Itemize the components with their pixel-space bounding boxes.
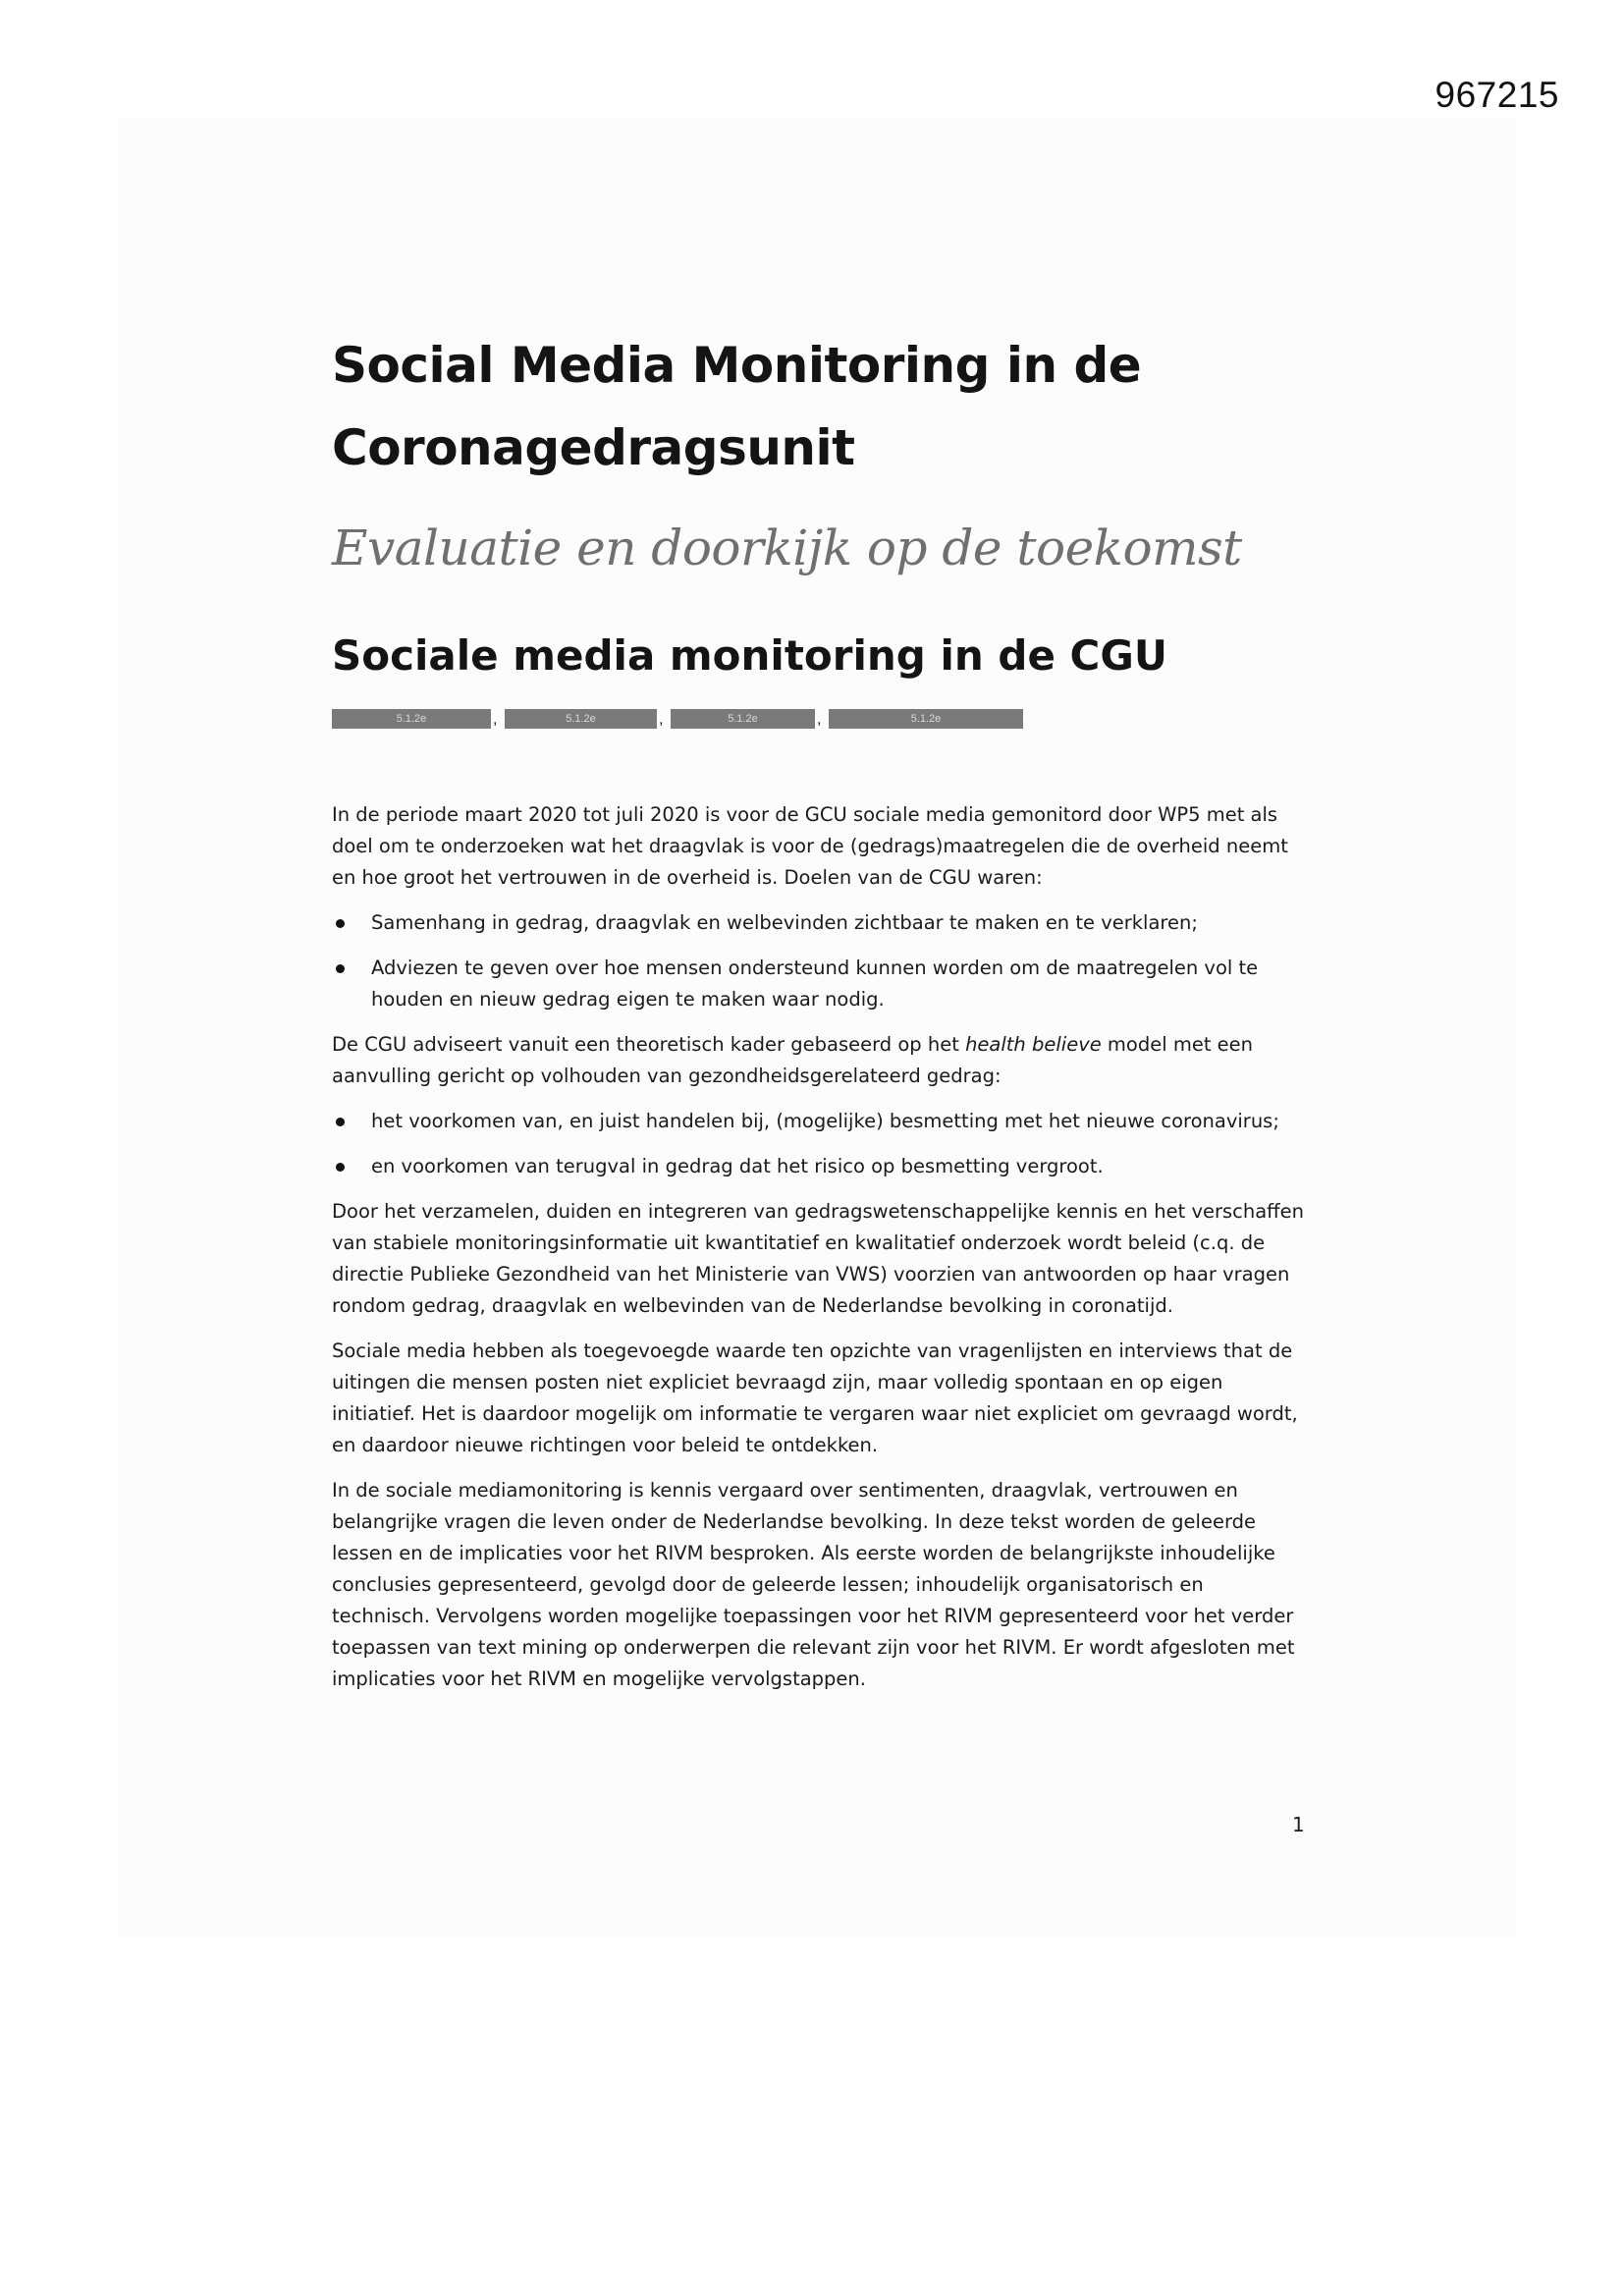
main-title <box>332 324 1304 489</box>
bullet-icon <box>336 1163 345 1172</box>
redaction-block: 5.1.2e <box>505 709 657 729</box>
bullet-icon <box>336 964 345 973</box>
list-item-text: Adviezen te geven over hoe mensen ondersteund kunnen worden om de maatregelen vol te houden en nieuw gedrag eigen te maken waar nodig. <box>371 957 1259 1011</box>
goals-list <box>332 907 1304 1015</box>
section-title: Sociale media monitoring in de CGU <box>332 631 1167 680</box>
redaction-block: 5.1.2e <box>671 709 815 729</box>
list-item <box>332 953 1304 1015</box>
redaction-separator: , <box>817 711 822 728</box>
list-item <box>332 907 1304 939</box>
bullet-icon <box>336 919 345 928</box>
redaction-block: 5.1.2e <box>332 709 491 729</box>
list-item <box>332 1106 1304 1137</box>
redaction-separator: , <box>493 711 498 728</box>
main-title-line-1: Social Media Monitoring in de <box>332 337 1142 394</box>
paragraph-framework-end: model met een aanvulling gericht op volhouden van gezondheidsgerelateerd gedrag: <box>332 1033 1254 1087</box>
paragraph-social-media-value: Sociale media hebben als toegevoegde waarde ten opzichte van vragenlijsten en interviews that de uitingen die mensen posten niet expliciet bevraagd zijn, maar volledig spontaan en op eigen initiatief. Het is daardoor mogelijk om informatie te vergaren waar niet expliciet om gevraagd wordt, en daardoor nieuwe richtingen voor beleid te ontdekken. <box>332 1339 1298 1456</box>
paragraph-framework-start: De CGU adviseert vanuit een theoretisch kader gebaseerd op het <box>332 1033 966 1056</box>
page-number: 1 <box>1292 1813 1305 1836</box>
list-item-text: en voorkomen van terugval in gedrag dat het risico op besmetting vergroot. <box>371 1155 1104 1177</box>
model-name: health believe <box>965 1033 1102 1056</box>
subtitle: Evaluatie en doorkijk op de toekomst <box>332 519 1242 576</box>
list-item <box>332 1151 1304 1182</box>
main-title-line-2: Coronagedragsunit <box>332 419 855 476</box>
document-id: 967215 <box>1435 75 1559 115</box>
paragraph-overview: In de sociale mediamonitoring is kennis vergaard over sentimenten, draagvlak, vertrouwen en belangrijke vragen die leven onder de Nederlandse bevolking. In deze tekst worden de geleerde lessen en de implicaties voor het RIVM besproken. Als eerste worden de belangrijkste inhoudelijke conclusies gepresenteerd, gevolgd door de geleerde lessen; inhoudelijk organisatorisch en technisch. Vervolgens worden mogelijke toepassingen voor het RIVM gepresenteerd voor het verder toepassen van text mining op onderwerpen die relevant zijn voor het RIVM. Er wordt afgesloten met implicaties voor het RIVM en mogelijke vervolgstappen. <box>332 1479 1295 1690</box>
redaction-separator: , <box>659 711 664 728</box>
author-redactions <box>332 707 1304 729</box>
bullet-icon <box>336 1118 345 1126</box>
paragraph-knowledge: Door het verzamelen, duiden en integreren van gedragswetenschappelijke kennis en het verschaffen van stabiele monitoringsinformatie uit kwantitatief en kwalitatief onderzoek wordt beleid (c.q. de directie Publieke Gezondheid van het Ministerie van VWS) voorzien van antwoorden op haar vragen rondom gedrag, draagvlak en welbevinden van de Nederlandse bevolking in coronatijd. <box>332 1200 1304 1317</box>
behaviour-list <box>332 1106 1304 1182</box>
document-content <box>332 324 1304 1709</box>
list-item-text: Samenhang in gedrag, draagvlak en welbevinden zichtbaar te maken en te verklaren; <box>371 911 1198 934</box>
paragraph-intro: In de periode maart 2020 tot juli 2020 is voor de GCU sociale media gemonitord door WP5 met als doel om te onderzoeken wat het draagvlak is voor de (gedrags)maatregelen die de overheid neemt en hoe groot het vertrouwen in de overheid is. Doelen van de CGU waren: <box>332 803 1288 889</box>
list-item-text: het voorkomen van, en juist handelen bij, (mogelijke) besmetting met het nieuwe coronavirus; <box>371 1110 1279 1132</box>
paragraph-framework <box>332 1029 1304 1092</box>
redaction-block: 5.1.2e <box>829 709 1023 729</box>
body-text <box>332 799 1304 1695</box>
